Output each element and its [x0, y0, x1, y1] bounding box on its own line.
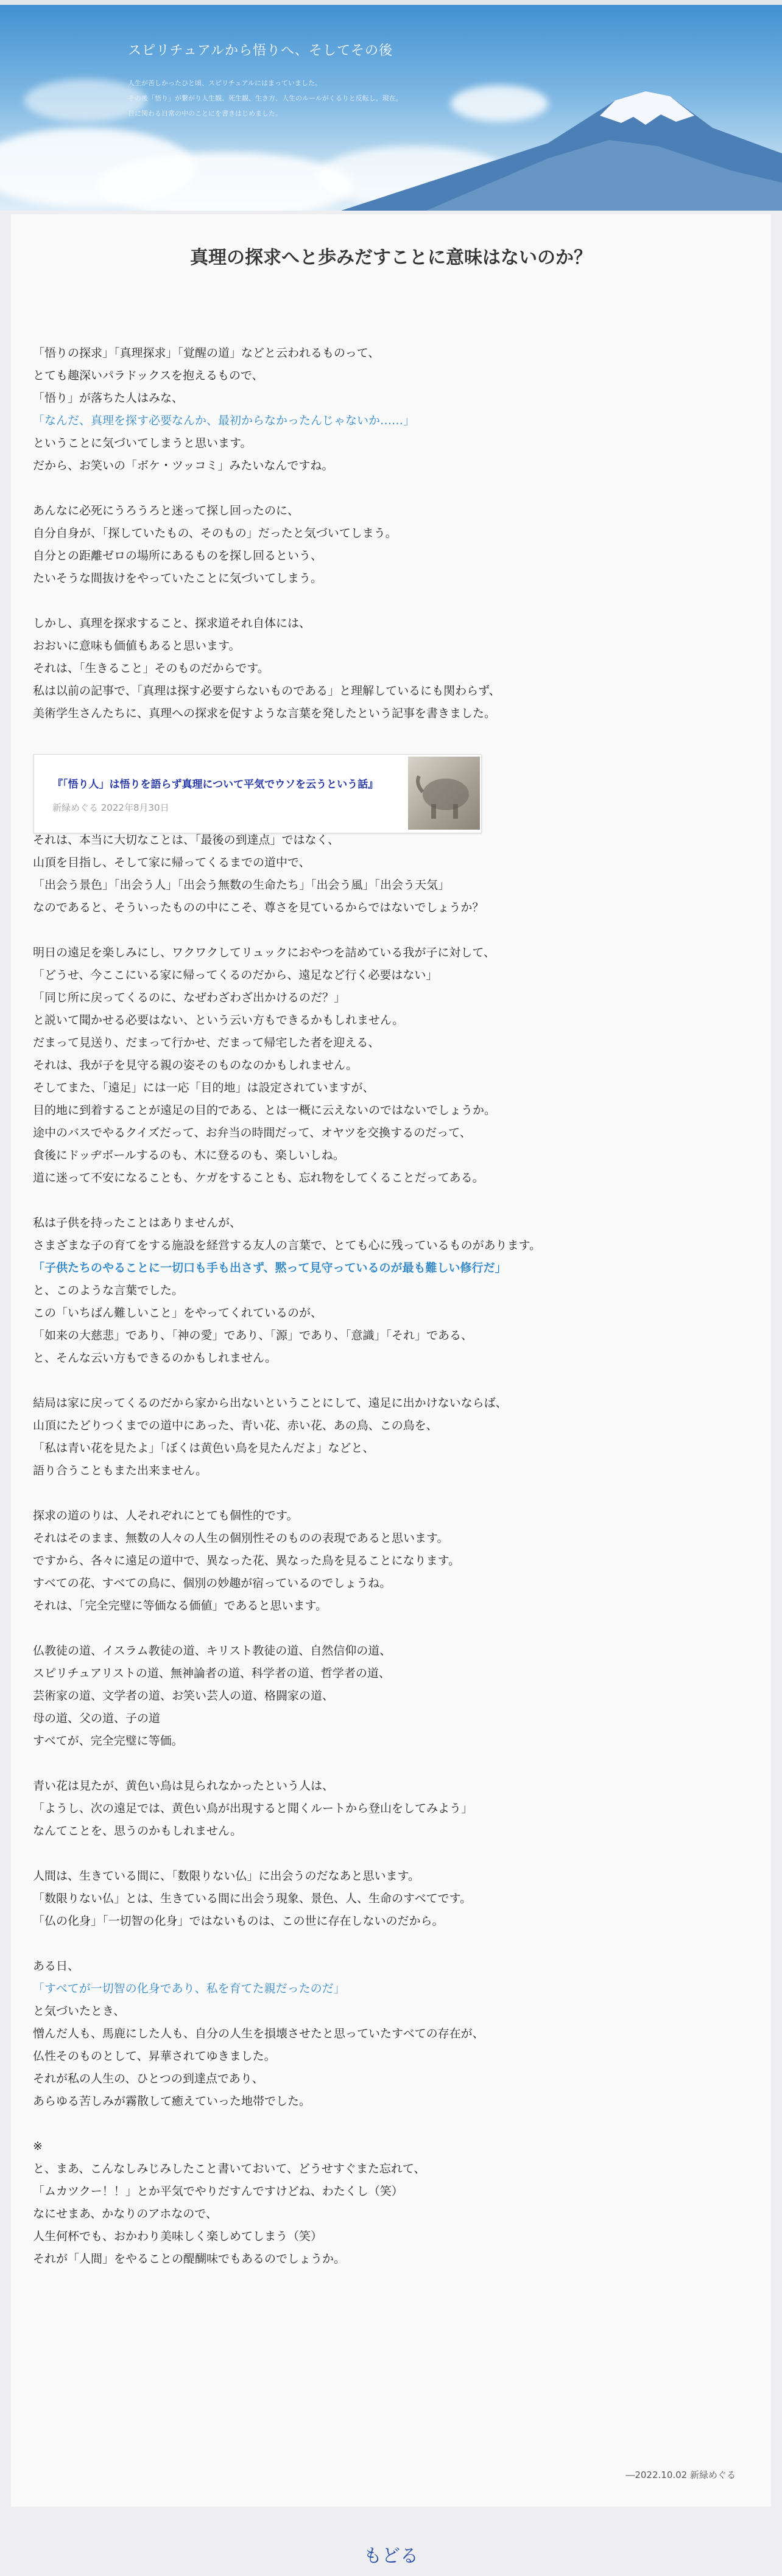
text-line: 「出会う景色」「出会う人」「出会う無数の生命たち」「出会う風」「出会う天気」 — [33, 878, 450, 892]
text-line: 自分との距離ゼロの場所にあるものを探し回るという、 — [33, 549, 323, 562]
text-line: 人生何杯でも、おかわり美味しく楽しめてしまう（笑） — [33, 2230, 323, 2243]
article-title: 真理の探求へと歩みだすことに意味はないのか？ — [190, 247, 592, 268]
text-line: 結局は家に戻ってくるのだから家から出ないということにして、遠足に出かけないならば、 — [33, 1396, 507, 1410]
text-line: すべてが、完全完璧に等価。 — [33, 1734, 183, 1748]
text-line: なにせまあ、かなりのアホなので、 — [33, 2207, 217, 2221]
text-line: 食後にドッヂボールするのも、木に登るのも、楽しいしね。 — [33, 1149, 345, 1162]
text-line: と、このような言葉でした。 — [33, 1284, 184, 1297]
paragraph — [33, 1775, 733, 1843]
text-line: 「私は青い花を見たよ」「ぼくは黄色い鳥を見たんだよ」などと、 — [33, 1441, 375, 1455]
text-line: ということに気づいてしまうと思います。 — [33, 436, 252, 450]
text-line: ある日、 — [33, 1959, 80, 1973]
text-line: この「いちばん難しいこと」をやってくれているのが、 — [33, 1306, 323, 1320]
text-line: 語り合うこともまた出来ません。 — [33, 1464, 208, 1477]
text-line: なんてことを、思うのかもしれません。 — [33, 1824, 242, 1838]
paragraph — [33, 342, 733, 477]
text-line: 探求の道のりは、人それぞれにとても個性的です。 — [33, 1509, 298, 1522]
text-line: 仏教徒の道、イスラム教徒の道、キリスト教徒の道、自然信仰の道、 — [33, 1644, 392, 1657]
text-line: あんなに必死にうろうろと迷って探し回ったのに、 — [33, 504, 300, 517]
highlighted-line: 「すべてが一切智の化身であり、私を育てた親だったのだ」 — [33, 1982, 345, 1995]
text-line: 「同じ所に戻ってくるのに、なぜわざわざ出かけるのだ？」 — [33, 991, 346, 1004]
highlighted-line: 「なんだ、真理を探す必要なんか、最初からなかったんじゃないか……」 — [33, 414, 415, 427]
text-line: そしてまた、「遠足」には一応「目的地」は設定されていますが、 — [33, 1081, 375, 1094]
text-line: あらゆる苦しみが霧散して癒えていった地帯でした。 — [33, 2095, 311, 2108]
paragraph — [33, 942, 733, 1189]
site-description-line: 日に関わる日常の中のことにを書きはじめました。 — [128, 110, 282, 117]
text-line: 明日の遠足を楽しみにし、ワクワクしてリュックにおやつを詰めている我が子に対して、 — [33, 946, 496, 959]
text-line: 「仏の化身」「一切智の化身」ではないものは、この世に存在しないのだから。 — [33, 1914, 444, 1928]
paragraph — [33, 612, 733, 725]
highlighted-quote: 「子供たちのやることに一切口も手も出さず、黙って見守っているのが最も難しい修行だ」 — [33, 1261, 507, 1275]
text-line: おおいに意味も価値もあると思います。 — [33, 639, 241, 653]
text-line: 「ムカツクー！！」とか平気でやりだすんですけどね、わたくし（笑） — [33, 2185, 403, 2198]
paragraph — [33, 1640, 733, 1752]
text-line: 仏性そのものとして、昇華されてゆきました。 — [33, 2049, 276, 2063]
text-line: それは、「完全完璧に等価なる価値」であると思います。 — [33, 1599, 327, 1612]
text-line: と気づいたとき、 — [33, 2004, 125, 2018]
text-line: とても趣深いパラドックスを抱えるもので、 — [33, 369, 264, 382]
text-line: 目的地に到着することが遠足の目的である、とは一概に云えないのではないでしょうか。 — [33, 1104, 496, 1117]
paragraph — [33, 1505, 733, 1617]
text-line: しかし、真理を探求すること、探求道それ自体には、 — [33, 617, 311, 630]
text-line: 私は以前の記事で、「真理は探す必要すらないものである」と理解しているにも関わらず、 — [33, 684, 501, 698]
text-line: 道に迷って不安になることも、ケガをすることも、忘れ物をしてくることだってある。 — [33, 1171, 484, 1185]
text-line: スピリチュアリストの道、無神論者の道、科学者の道、哲学者の道、 — [33, 1667, 390, 1680]
text-line: ※ — [33, 2140, 43, 2153]
paragraph — [33, 1865, 733, 1933]
text-line: 途中のバスでやるクイズだって、お弁当の時間だって、オヤツを交換するのだって、 — [33, 1126, 471, 1139]
text-line: 「数限りない仏」とは、生きている間に出会う現象、景色、人、生命のすべてです。 — [33, 1892, 472, 1905]
text-line: ですから、各々に遠足の道中で、異なった花、異なった鳥を見ることになります。 — [33, 1554, 460, 1567]
text-line: 憎んだ人も、馬鹿にした人も、自分の人生を損壊させたと思っていたすべての存在が、 — [33, 2027, 484, 2040]
text-line: それは、我が子を見守る親の姿そのものなのかもしれません。 — [33, 1059, 358, 1072]
text-line: さまざまな子の育てをする施設を経営する友人の言葉で、とても心に残っているものがあります。 — [33, 1239, 541, 1252]
related-post-card[interactable] — [33, 754, 482, 833]
text-line: それが私の人生の、ひとつの到達点であり、 — [33, 2072, 264, 2085]
text-line: 芸術家の道、文学者の道、お笑い芸人の道、格闘家の道、 — [33, 1689, 334, 1703]
text-line: と、そんな云い方もできるのかもしれません。 — [33, 1351, 277, 1365]
text-line: 人間は、生きている間に、「数限りない仏」に出会うのだなあと思います。 — [33, 1869, 420, 1883]
signature: ―2022.10.02 新緑めぐる — [625, 2469, 736, 2480]
text-line: それは、本当に大切なことは、「最後の到達点」ではなく、 — [33, 833, 340, 847]
related-post-meta: 新緑めぐる 2022年8月30日 — [52, 802, 169, 813]
paragraph — [33, 2135, 733, 2270]
related-post-title[interactable]: 『「悟り人」は悟りを語らず真理について平気でウソを云うという話』 — [52, 779, 379, 791]
text-line: たいそうな間抜けをやっていたことに気づいてしまう。 — [33, 572, 323, 585]
header-banner — [0, 0, 782, 211]
text-line: それは、「生きること」そのものだからです。 — [33, 662, 269, 675]
back-link[interactable]: もどる — [364, 2546, 418, 2567]
text-line: それはそのまま、無数の人々の人生の個別性そのものの表現であると思います。 — [33, 1531, 449, 1545]
article-container — [11, 214, 771, 2507]
paragraph — [33, 500, 733, 590]
text-line: 私は子供を持ったことはありませんが、 — [33, 1216, 242, 1230]
paragraph — [33, 1212, 733, 1370]
related-post-thumbnail[interactable] — [408, 757, 480, 830]
site-description-line: その後「悟り」が繋がり人生観、死生観、生き方、人生のルールがくるりと反転し、現在。 — [128, 94, 403, 102]
text-line: 「ようし、次の遠足では、黄色い鳥が出現すると聞くルートから登山をしてみよう」 — [33, 1802, 473, 1815]
article-body — [33, 342, 733, 2270]
text-line: 自分自身が、「探していたもの、そのもの」だったと気づいてしまう。 — [33, 527, 397, 540]
text-line: 「如来の大慈悲」であり、「神の愛」であり、「源」であり、「意識」「それ」である、 — [33, 1329, 473, 1342]
text-line: 山頂を目指し、そして家に帰ってくるまでの道中で、 — [33, 856, 311, 869]
text-line: なのであると、そういったものの中にこそ、尊さを見ているからではないでしょうか？ — [33, 901, 484, 914]
dinosaur-sculpture-image — [408, 757, 480, 830]
text-line: 山頂にたどりつくまでの道中にあった、青い花、赤い花、あの鳥、この鳥を、 — [33, 1419, 438, 1432]
text-line: 美術学生さんたちに、真理への探求を促すような言葉を発したという記事を書きました。 — [33, 707, 496, 720]
text-line: 青い花は見たが、黄色い鳥は見られなかったという人は、 — [33, 1779, 334, 1793]
text-line: と、まあ、こんなしみじみしたこと書いておいて、どうせすぐまた忘れて、 — [33, 2162, 426, 2175]
text-line: だから、お笑いの「ボケ・ツッコミ」みたいなんですね。 — [33, 459, 334, 472]
paragraph — [33, 1392, 733, 1482]
text-line: すべての花、すべての鳥に、個別の妙趣が宿っているのでしょうね。 — [33, 1577, 392, 1590]
paragraph — [33, 1955, 733, 2113]
site-description — [128, 75, 403, 121]
site-title[interactable]: スピリチュアルから悟りへ、そしてその後 — [128, 43, 393, 58]
text-line: 「どうせ、今ここにいる家に帰ってくるのだから、遠足など行く必要はない」 — [33, 968, 438, 982]
text-line: それが「人間」をやることの醍醐味でもあるのでしょうか。 — [33, 2252, 346, 2266]
text-line: だまって見送り、だまって行かせ、だまって帰宅した者を迎える、 — [33, 1036, 380, 1049]
text-line: 母の道、父の道、子の道 — [33, 1712, 161, 1725]
text-line: 「悟りの探求」「真理探求」「覚醒の道」などと云われるものって、 — [33, 346, 380, 360]
site-description-line: 人生が苦しかったひと頃、スピリチュアルにはまっていました。 — [128, 79, 322, 87]
text-line: 「悟り」が落ちた人はみな、 — [33, 391, 184, 405]
text-line: と説いて聞かせる必要はない、という云い方もできるかもしれません。 — [33, 1013, 404, 1027]
